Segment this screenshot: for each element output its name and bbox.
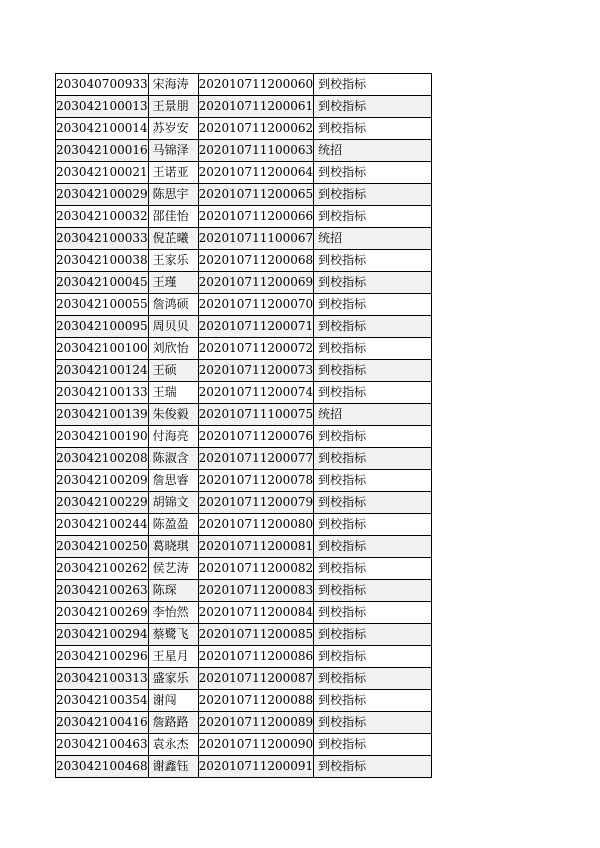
exam-number-cell: 202010711200074	[198, 382, 314, 404]
table-row	[56, 184, 432, 206]
table-row	[56, 140, 432, 162]
table-row	[56, 734, 432, 756]
student-id-cell: 203042100250	[56, 536, 149, 558]
exam-number-cell: 202010711200082	[198, 558, 314, 580]
student-id-cell: 203042100209	[56, 470, 149, 492]
admission-type-cell: 到校指标	[314, 162, 432, 184]
student-id-cell: 203042100294	[56, 624, 149, 646]
admission-type-cell: 到校指标	[314, 448, 432, 470]
student-name-cell: 陈盈盈	[148, 514, 198, 536]
admission-type-cell: 到校指标	[314, 96, 432, 118]
admission-type-cell: 到校指标	[314, 272, 432, 294]
student-id-cell: 203042100029	[56, 184, 149, 206]
student-id-cell: 203042100416	[56, 712, 149, 734]
student-name-cell: 王星月	[148, 646, 198, 668]
table-row	[56, 206, 432, 228]
admission-type-cell: 到校指标	[314, 250, 432, 272]
admission-type-cell: 到校指标	[314, 492, 432, 514]
student-name-cell: 付海亮	[148, 426, 198, 448]
admission-type-cell: 到校指标	[314, 118, 432, 140]
exam-number-cell: 202010711200077	[198, 448, 314, 470]
student-name-cell: 周贝贝	[148, 316, 198, 338]
table-row	[56, 118, 432, 140]
table-row	[56, 492, 432, 514]
table-row	[56, 558, 432, 580]
table-row	[56, 690, 432, 712]
student-name-cell: 谢鑫钰	[148, 756, 198, 778]
table-row	[56, 294, 432, 316]
admission-type-cell: 到校指标	[314, 426, 432, 448]
table-row	[56, 74, 432, 96]
admission-type-cell: 到校指标	[314, 470, 432, 492]
exam-number-cell: 202010711200062	[198, 118, 314, 140]
exam-number-cell: 202010711200070	[198, 294, 314, 316]
exam-number-cell: 202010711200080	[198, 514, 314, 536]
table-row	[56, 250, 432, 272]
exam-number-cell: 202010711200069	[198, 272, 314, 294]
admission-type-cell: 到校指标	[314, 294, 432, 316]
student-name-cell: 陈琛	[148, 580, 198, 602]
student-name-cell: 马锦泽	[148, 140, 198, 162]
student-name-cell: 胡锦文	[148, 492, 198, 514]
admission-table-body	[56, 74, 432, 778]
table-row	[56, 624, 432, 646]
exam-number-cell: 202010711200076	[198, 426, 314, 448]
table-row	[56, 448, 432, 470]
exam-number-cell: 202010711200091	[198, 756, 314, 778]
admission-type-cell: 到校指标	[314, 536, 432, 558]
admission-type-cell: 到校指标	[314, 602, 432, 624]
exam-number-cell: 202010711200073	[198, 360, 314, 382]
student-name-cell: 邵佳怡	[148, 206, 198, 228]
exam-number-cell: 202010711200064	[198, 162, 314, 184]
student-name-cell: 袁永杰	[148, 734, 198, 756]
student-name-cell: 侯艺涛	[148, 558, 198, 580]
student-name-cell: 宋海涛	[148, 74, 198, 96]
admission-type-cell: 到校指标	[314, 690, 432, 712]
student-id-cell: 203042100038	[56, 250, 149, 272]
exam-number-cell: 202010711200085	[198, 624, 314, 646]
student-id-cell: 203040700933	[56, 74, 149, 96]
student-id-cell: 203042100033	[56, 228, 149, 250]
table-row	[56, 272, 432, 294]
table-row	[56, 646, 432, 668]
exam-number-cell: 202010711100067	[198, 228, 314, 250]
exam-number-cell: 202010711200084	[198, 602, 314, 624]
admission-type-cell: 到校指标	[314, 184, 432, 206]
table-row	[56, 602, 432, 624]
table-row	[56, 536, 432, 558]
student-id-cell: 203042100263	[56, 580, 149, 602]
table-row	[56, 228, 432, 250]
admission-type-cell: 到校指标	[314, 646, 432, 668]
admission-type-cell: 到校指标	[314, 558, 432, 580]
admission-table	[55, 73, 432, 778]
admission-type-cell: 到校指标	[314, 756, 432, 778]
exam-number-cell: 202010711200090	[198, 734, 314, 756]
student-name-cell: 苏岁安	[148, 118, 198, 140]
admission-type-cell: 统招	[314, 404, 432, 426]
student-name-cell: 王景朋	[148, 96, 198, 118]
admission-type-cell: 到校指标	[314, 74, 432, 96]
table-row	[56, 668, 432, 690]
student-name-cell: 詹鸿硕	[148, 294, 198, 316]
student-name-cell: 蔡鹭飞	[148, 624, 198, 646]
student-name-cell: 倪芷曦	[148, 228, 198, 250]
exam-number-cell: 202010711200060	[198, 74, 314, 96]
admission-type-cell: 到校指标	[314, 580, 432, 602]
admission-type-cell: 到校指标	[314, 624, 432, 646]
student-id-cell: 203042100013	[56, 96, 149, 118]
admission-type-cell: 统招	[314, 228, 432, 250]
table-row	[56, 756, 432, 778]
student-name-cell: 王瑞	[148, 382, 198, 404]
admission-type-cell: 到校指标	[314, 360, 432, 382]
student-id-cell: 203042100190	[56, 426, 149, 448]
admission-type-cell: 到校指标	[314, 382, 432, 404]
student-id-cell: 203042100468	[56, 756, 149, 778]
student-id-cell: 203042100313	[56, 668, 149, 690]
table-row	[56, 514, 432, 536]
table-row	[56, 162, 432, 184]
student-id-cell: 203042100133	[56, 382, 149, 404]
student-id-cell: 203042100032	[56, 206, 149, 228]
student-name-cell: 谢闯	[148, 690, 198, 712]
student-id-cell: 203042100229	[56, 492, 149, 514]
table-row	[56, 426, 432, 448]
student-name-cell: 王瑾	[148, 272, 198, 294]
student-id-cell: 203042100016	[56, 140, 149, 162]
student-id-cell: 203042100139	[56, 404, 149, 426]
student-id-cell: 203042100014	[56, 118, 149, 140]
student-id-cell: 203042100269	[56, 602, 149, 624]
table-row	[56, 360, 432, 382]
student-id-cell: 203042100296	[56, 646, 149, 668]
admission-type-cell: 到校指标	[314, 338, 432, 360]
exam-number-cell: 202010711100063	[198, 140, 314, 162]
exam-number-cell: 202010711200088	[198, 690, 314, 712]
exam-number-cell: 202010711200086	[198, 646, 314, 668]
student-name-cell: 刘欣怡	[148, 338, 198, 360]
student-name-cell: 詹路路	[148, 712, 198, 734]
exam-number-cell: 202010711200083	[198, 580, 314, 602]
student-name-cell: 朱俊毅	[148, 404, 198, 426]
student-name-cell: 詹思睿	[148, 470, 198, 492]
table-row	[56, 712, 432, 734]
student-id-cell: 203042100463	[56, 734, 149, 756]
admission-type-cell: 到校指标	[314, 712, 432, 734]
exam-number-cell: 202010711200066	[198, 206, 314, 228]
table-row	[56, 404, 432, 426]
student-id-cell: 203042100100	[56, 338, 149, 360]
exam-number-cell: 202010711200065	[198, 184, 314, 206]
table-row	[56, 470, 432, 492]
student-id-cell: 203042100095	[56, 316, 149, 338]
student-name-cell: 王诺亚	[148, 162, 198, 184]
student-id-cell: 203042100208	[56, 448, 149, 470]
exam-number-cell: 202010711100075	[198, 404, 314, 426]
exam-number-cell: 202010711200078	[198, 470, 314, 492]
student-id-cell: 203042100021	[56, 162, 149, 184]
student-id-cell: 203042100055	[56, 294, 149, 316]
exam-number-cell: 202010711200079	[198, 492, 314, 514]
table-row	[56, 316, 432, 338]
student-id-cell: 203042100045	[56, 272, 149, 294]
student-id-cell: 203042100244	[56, 514, 149, 536]
exam-number-cell: 202010711200081	[198, 536, 314, 558]
student-id-cell: 203042100354	[56, 690, 149, 712]
student-id-cell: 203042100262	[56, 558, 149, 580]
table-row	[56, 96, 432, 118]
table-row	[56, 338, 432, 360]
student-name-cell: 陈思宇	[148, 184, 198, 206]
table-row	[56, 580, 432, 602]
exam-number-cell: 202010711200071	[198, 316, 314, 338]
admission-type-cell: 到校指标	[314, 734, 432, 756]
student-name-cell: 陈淑含	[148, 448, 198, 470]
student-name-cell: 王家乐	[148, 250, 198, 272]
student-name-cell: 李怡然	[148, 602, 198, 624]
student-name-cell: 葛晓琪	[148, 536, 198, 558]
exam-number-cell: 202010711200087	[198, 668, 314, 690]
admission-type-cell: 统招	[314, 140, 432, 162]
exam-number-cell: 202010711200061	[198, 96, 314, 118]
admission-type-cell: 到校指标	[314, 316, 432, 338]
student-name-cell: 王硕	[148, 360, 198, 382]
admission-type-cell: 到校指标	[314, 668, 432, 690]
student-name-cell: 盛家乐	[148, 668, 198, 690]
table-row	[56, 382, 432, 404]
admission-type-cell: 到校指标	[314, 514, 432, 536]
exam-number-cell: 202010711200089	[198, 712, 314, 734]
student-id-cell: 203042100124	[56, 360, 149, 382]
exam-number-cell: 202010711200072	[198, 338, 314, 360]
admission-type-cell: 到校指标	[314, 206, 432, 228]
exam-number-cell: 202010711200068	[198, 250, 314, 272]
